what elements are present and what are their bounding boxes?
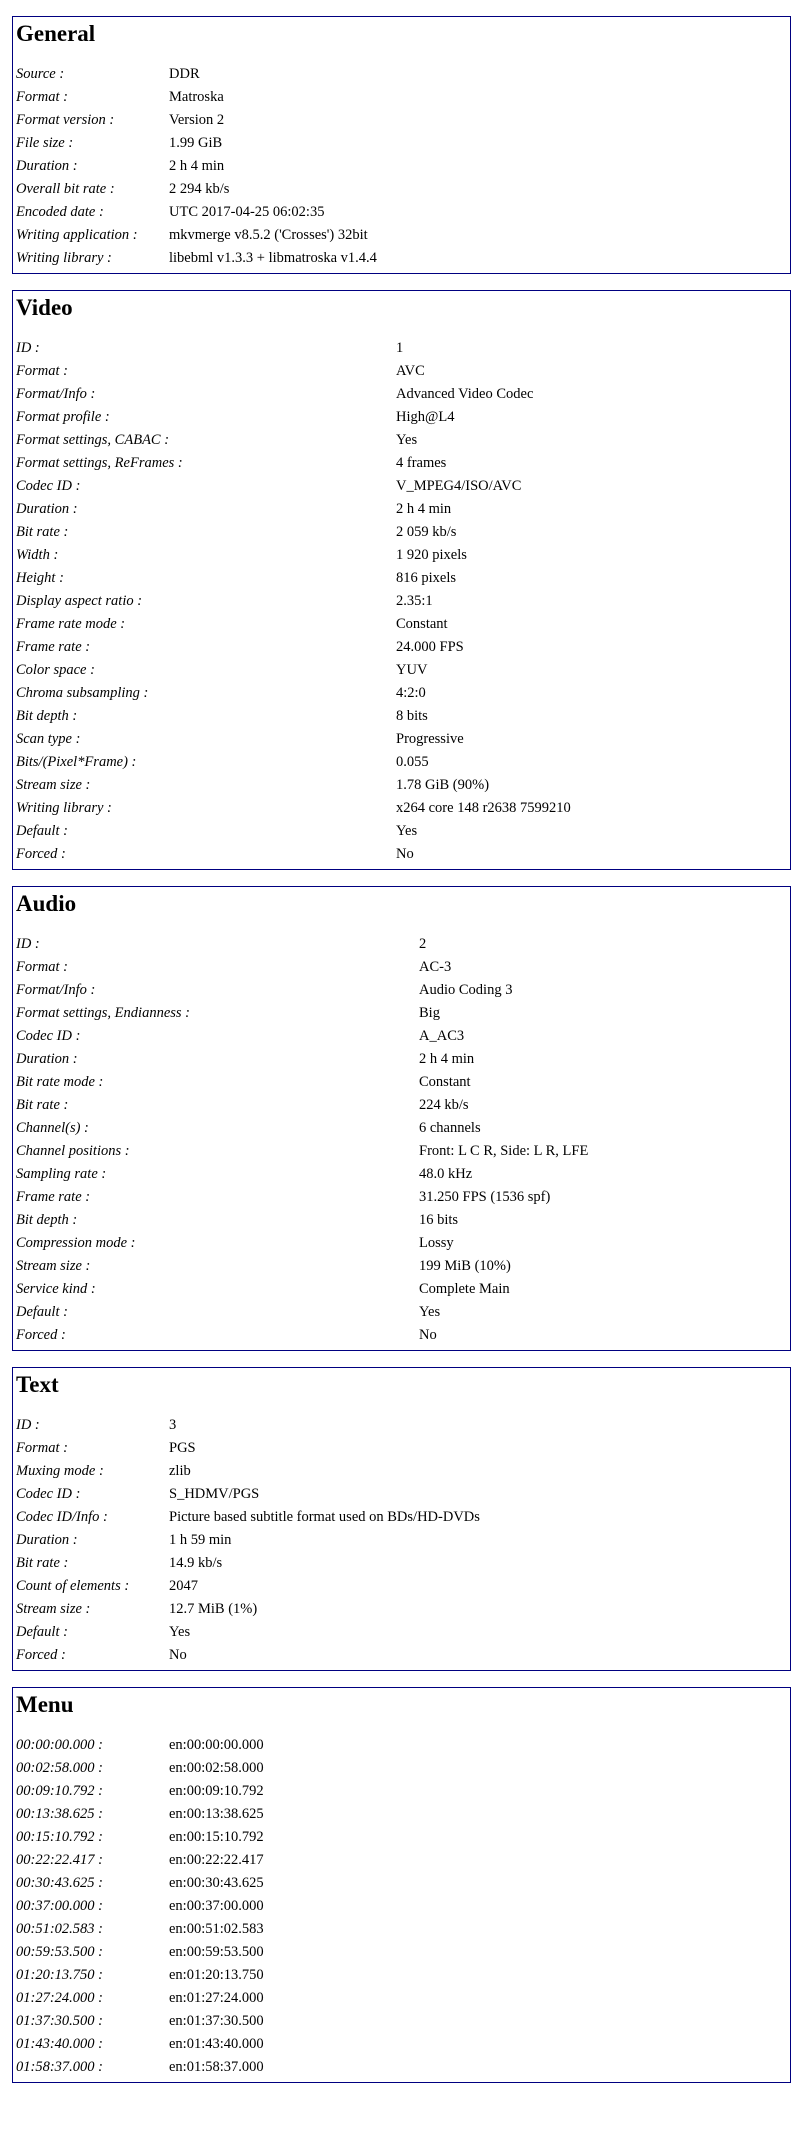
info-row xyxy=(16,1071,790,1094)
info-row xyxy=(16,337,790,360)
info-value: 2 294 kb/s xyxy=(169,181,230,197)
info-row xyxy=(16,1826,790,1849)
info-value: en:01:37:30.500 xyxy=(169,2013,264,2029)
info-value: 816 pixels xyxy=(396,570,457,586)
info-row xyxy=(16,659,790,682)
info-value: en:00:00:00.000 xyxy=(169,1737,264,1753)
info-row xyxy=(16,820,790,843)
info-label: Duration : xyxy=(16,1051,78,1067)
info-label: 01:43:40.000 : xyxy=(16,2036,103,2052)
info-value: Constant xyxy=(419,1074,471,1090)
info-row xyxy=(16,1918,790,1941)
info-value: 4 frames xyxy=(396,455,447,471)
info-value: 224 kb/s xyxy=(419,1097,469,1113)
info-row xyxy=(16,843,790,866)
info-label: 01:20:13.750 : xyxy=(16,1967,103,1983)
info-value: Progressive xyxy=(396,731,464,747)
section-title: Menu xyxy=(16,1692,74,1717)
info-value: 14.9 kb/s xyxy=(169,1555,223,1571)
info-label: Format : xyxy=(16,1440,68,1456)
info-row xyxy=(16,590,790,613)
info-row xyxy=(16,1575,790,1598)
info-row xyxy=(16,979,790,1002)
info-row xyxy=(16,1186,790,1209)
info-label: Duration : xyxy=(16,501,78,517)
info-value: 31.250 FPS (1536 spf) xyxy=(419,1189,551,1205)
info-label: Service kind : xyxy=(16,1281,96,1297)
info-row xyxy=(16,1460,790,1483)
info-value: 24.000 FPS xyxy=(396,639,464,655)
info-label: Format/Info : xyxy=(16,982,96,998)
info-value: en:01:27:24.000 xyxy=(169,1990,264,2006)
info-value: Yes xyxy=(396,823,418,839)
info-label: Format/Info : xyxy=(16,386,96,402)
info-value: 2.35:1 xyxy=(396,593,433,609)
info-row xyxy=(16,86,790,109)
info-value: en:00:15:10.792 xyxy=(169,1829,264,1845)
info-row xyxy=(16,1094,790,1117)
info-label: Frame rate : xyxy=(16,1189,91,1205)
info-value: 2 h 4 min xyxy=(169,158,225,174)
info-row xyxy=(16,682,790,705)
info-row xyxy=(16,201,790,224)
info-row xyxy=(16,63,790,86)
info-row xyxy=(16,1232,790,1255)
info-value: en:01:58:37.000 xyxy=(169,2059,264,2075)
info-row xyxy=(16,1598,790,1621)
info-label: Format : xyxy=(16,89,68,105)
info-label: Bit depth : xyxy=(16,708,78,724)
info-row xyxy=(16,636,790,659)
info-row xyxy=(16,567,790,590)
info-label: Display aspect ratio : xyxy=(16,593,143,609)
info-value: zlib xyxy=(169,1463,191,1479)
info-value: 2 059 kb/s xyxy=(396,524,457,540)
info-row xyxy=(16,1117,790,1140)
info-label: Duration : xyxy=(16,158,78,174)
info-value: A_AC3 xyxy=(419,1028,465,1044)
info-value: en:01:20:13.750 xyxy=(169,1967,264,1983)
info-label: 00:15:10.792 : xyxy=(16,1829,103,1845)
info-label: File size : xyxy=(16,135,74,151)
info-row xyxy=(16,1757,790,1780)
info-row xyxy=(16,1048,790,1071)
info-row xyxy=(16,132,790,155)
info-label: 01:27:24.000 : xyxy=(16,1990,103,2006)
info-value: Yes xyxy=(169,1624,191,1640)
info-label: Format profile : xyxy=(16,409,110,425)
info-value: 1.78 GiB (90%) xyxy=(396,777,490,793)
info-label: Overall bit rate : xyxy=(16,181,115,197)
info-value: mkvmerge v8.5.2 ('Crosses') 32bit xyxy=(169,227,368,243)
info-label: 01:58:37.000 : xyxy=(16,2059,103,2075)
info-value: 199 MiB (10%) xyxy=(419,1258,511,1274)
info-row xyxy=(16,1872,790,1895)
info-value: en:00:51:02.583 xyxy=(169,1921,264,1937)
info-label: Duration : xyxy=(16,1532,78,1548)
info-label: Bit rate : xyxy=(16,524,69,540)
info-value: 48.0 kHz xyxy=(419,1166,473,1182)
info-label: Writing library : xyxy=(16,800,112,816)
info-label: 00:51:02.583 : xyxy=(16,1921,103,1937)
info-row xyxy=(16,1734,790,1757)
info-value: 3 xyxy=(169,1417,177,1433)
info-label: Format version : xyxy=(16,112,115,128)
info-row xyxy=(16,475,790,498)
info-row xyxy=(16,178,790,201)
info-row xyxy=(16,247,790,270)
info-row xyxy=(16,774,790,797)
info-row xyxy=(16,751,790,774)
info-value: en:00:13:38.625 xyxy=(169,1806,264,1822)
info-label: Color space : xyxy=(16,662,95,678)
info-label: Bit rate : xyxy=(16,1555,69,1571)
info-label: Count of elements : xyxy=(16,1578,130,1594)
info-row xyxy=(16,1895,790,1918)
info-label: Channel(s) : xyxy=(16,1120,89,1136)
info-row xyxy=(16,1987,790,2010)
info-value: Constant xyxy=(396,616,448,632)
info-label: Format : xyxy=(16,363,68,379)
info-label: Bit rate mode : xyxy=(16,1074,104,1090)
info-value: 1.99 GiB xyxy=(169,135,223,151)
info-row xyxy=(16,613,790,636)
info-row xyxy=(16,1849,790,1872)
info-label: Bit rate : xyxy=(16,1097,69,1113)
info-label: ID : xyxy=(16,340,40,356)
info-value: 2 xyxy=(419,936,427,952)
info-row xyxy=(16,1414,790,1437)
info-value: No xyxy=(169,1647,187,1663)
info-label: Codec ID/Info : xyxy=(16,1509,108,1525)
info-value: AC-3 xyxy=(419,959,452,975)
info-value: Picture based subtitle format used on BDs/HD-DVDs xyxy=(169,1509,480,1525)
info-label: Width : xyxy=(16,547,59,563)
info-value: DDR xyxy=(169,66,200,82)
info-value: 8 bits xyxy=(396,708,428,724)
info-value: AVC xyxy=(396,363,425,379)
info-row xyxy=(16,155,790,178)
info-label: Frame rate mode : xyxy=(16,616,126,632)
section-title: Audio xyxy=(16,891,77,916)
info-row xyxy=(16,1483,790,1506)
info-row xyxy=(16,1964,790,1987)
info-value: Front: L C R, Side: L R, LFE xyxy=(419,1143,589,1159)
video-section xyxy=(12,290,791,870)
info-label: Stream size : xyxy=(16,1258,91,1274)
info-value: 1 h 59 min xyxy=(169,1532,232,1548)
info-value: en:00:30:43.625 xyxy=(169,1875,264,1891)
info-value: 1 920 pixels xyxy=(396,547,467,563)
info-value: PGS xyxy=(169,1440,196,1456)
info-value: libebml v1.3.3 + libmatroska v1.4.4 xyxy=(169,250,377,266)
general-section xyxy=(12,16,791,274)
info-row xyxy=(16,956,790,979)
info-value: No xyxy=(419,1327,437,1343)
info-row xyxy=(16,452,790,475)
info-label: Writing library : xyxy=(16,250,112,266)
info-row xyxy=(16,521,790,544)
info-row xyxy=(16,498,790,521)
info-label: 00:59:53.500 : xyxy=(16,1944,103,1960)
info-label: Frame rate : xyxy=(16,639,91,655)
info-label: Format settings, Endianness : xyxy=(16,1005,190,1021)
info-row xyxy=(16,1644,790,1667)
info-value: en:01:43:40.000 xyxy=(169,2036,264,2052)
info-value: Lossy xyxy=(419,1235,454,1251)
info-value: 12.7 MiB (1%) xyxy=(169,1601,258,1617)
info-value: 0.055 xyxy=(396,754,429,770)
info-label: Default : xyxy=(16,1304,68,1320)
info-row xyxy=(16,360,790,383)
info-value: Version 2 xyxy=(169,112,225,128)
info-label: Sampling rate : xyxy=(16,1166,107,1182)
info-row xyxy=(16,1025,790,1048)
info-value: S_HDMV/PGS xyxy=(169,1486,260,1502)
info-row xyxy=(16,1255,790,1278)
info-value: 1 xyxy=(396,340,404,356)
info-value: High@L4 xyxy=(396,409,455,425)
info-row xyxy=(16,406,790,429)
section-title: General xyxy=(16,21,96,46)
info-label: Format settings, CABAC : xyxy=(16,432,170,448)
info-label: Format : xyxy=(16,959,68,975)
info-value: UTC 2017-04-25 06:02:35 xyxy=(169,204,325,220)
info-value: Audio Coding 3 xyxy=(419,982,513,998)
info-value: V_MPEG4/ISO/AVC xyxy=(396,478,522,494)
info-label: 00:37:00.000 : xyxy=(16,1898,103,1914)
info-value: 2 h 4 min xyxy=(396,501,452,517)
info-row xyxy=(16,544,790,567)
info-row xyxy=(16,429,790,452)
info-label: Encoded date : xyxy=(16,204,104,220)
text-section xyxy=(12,1367,791,1671)
info-label: Codec ID : xyxy=(16,478,81,494)
info-row xyxy=(16,1278,790,1301)
info-value: en:00:37:00.000 xyxy=(169,1898,264,1914)
info-label: Source : xyxy=(16,66,65,82)
info-row xyxy=(16,933,790,956)
info-label: Scan type : xyxy=(16,731,81,747)
info-label: Forced : xyxy=(16,1327,66,1343)
info-label: Format settings, ReFrames : xyxy=(16,455,183,471)
info-label: 00:22:22.417 : xyxy=(16,1852,103,1868)
info-value: Yes xyxy=(396,432,418,448)
info-row xyxy=(16,1209,790,1232)
section-title: Text xyxy=(16,1372,59,1397)
info-label: 00:13:38.625 : xyxy=(16,1806,103,1822)
info-value: Big xyxy=(419,1005,440,1021)
info-row xyxy=(16,1552,790,1575)
info-value: Advanced Video Codec xyxy=(396,386,534,402)
info-label: Forced : xyxy=(16,1647,66,1663)
info-row xyxy=(16,1324,790,1347)
info-label: Muxing mode : xyxy=(16,1463,104,1479)
info-label: 00:09:10.792 : xyxy=(16,1783,103,1799)
info-label: Default : xyxy=(16,1624,68,1640)
info-value: 2 h 4 min xyxy=(419,1051,475,1067)
info-label: Compression mode : xyxy=(16,1235,136,1251)
info-label: Forced : xyxy=(16,846,66,862)
info-label: 00:30:43.625 : xyxy=(16,1875,103,1891)
info-value: No xyxy=(396,846,414,862)
info-row xyxy=(16,383,790,406)
info-row xyxy=(16,1140,790,1163)
info-label: Writing application : xyxy=(16,227,138,243)
info-value: 16 bits xyxy=(419,1212,459,1228)
info-row xyxy=(16,728,790,751)
info-label: 00:02:58.000 : xyxy=(16,1760,103,1776)
info-row xyxy=(16,1437,790,1460)
info-row xyxy=(16,1506,790,1529)
info-row xyxy=(16,1621,790,1644)
info-label: Bit depth : xyxy=(16,1212,78,1228)
menu-section xyxy=(12,1687,791,2083)
info-row xyxy=(16,797,790,820)
info-label: 01:37:30.500 : xyxy=(16,2013,103,2029)
info-label: Codec ID : xyxy=(16,1028,81,1044)
info-value: 6 channels xyxy=(419,1120,481,1136)
info-value: Matroska xyxy=(169,89,224,105)
info-label: Codec ID : xyxy=(16,1486,81,1502)
info-label: ID : xyxy=(16,936,40,952)
section-title: Video xyxy=(16,295,73,320)
info-row xyxy=(16,1529,790,1552)
info-row xyxy=(16,1163,790,1186)
info-value: 4:2:0 xyxy=(396,685,426,701)
info-value: en:00:02:58.000 xyxy=(169,1760,264,1776)
info-label: Stream size : xyxy=(16,1601,91,1617)
info-row xyxy=(16,2010,790,2033)
info-value: en:00:22:22.417 xyxy=(169,1852,264,1868)
info-value: YUV xyxy=(396,662,428,678)
info-label: ID : xyxy=(16,1417,40,1433)
info-value: x264 core 148 r2638 7599210 xyxy=(396,800,571,816)
info-label: Chroma subsampling : xyxy=(16,685,149,701)
info-row xyxy=(16,224,790,247)
info-label: Height : xyxy=(16,570,64,586)
info-row xyxy=(16,705,790,728)
info-label: Channel positions : xyxy=(16,1143,130,1159)
info-row xyxy=(16,1780,790,1803)
info-label: 00:00:00.000 : xyxy=(16,1737,103,1753)
info-row xyxy=(16,1803,790,1826)
info-label: Bits/(Pixel*Frame) : xyxy=(16,754,137,770)
info-value: en:00:09:10.792 xyxy=(169,1783,264,1799)
audio-section xyxy=(12,886,791,1351)
info-value: 2047 xyxy=(169,1578,198,1594)
info-label: Default : xyxy=(16,823,68,839)
info-row xyxy=(16,109,790,132)
info-row xyxy=(16,2056,790,2079)
info-row xyxy=(16,1002,790,1025)
info-row xyxy=(16,2033,790,2056)
info-row xyxy=(16,1941,790,1964)
info-value: en:00:59:53.500 xyxy=(169,1944,264,1960)
info-value: Complete Main xyxy=(419,1281,510,1297)
info-row xyxy=(16,1301,790,1324)
info-value: Yes xyxy=(419,1304,441,1320)
info-label: Stream size : xyxy=(16,777,91,793)
